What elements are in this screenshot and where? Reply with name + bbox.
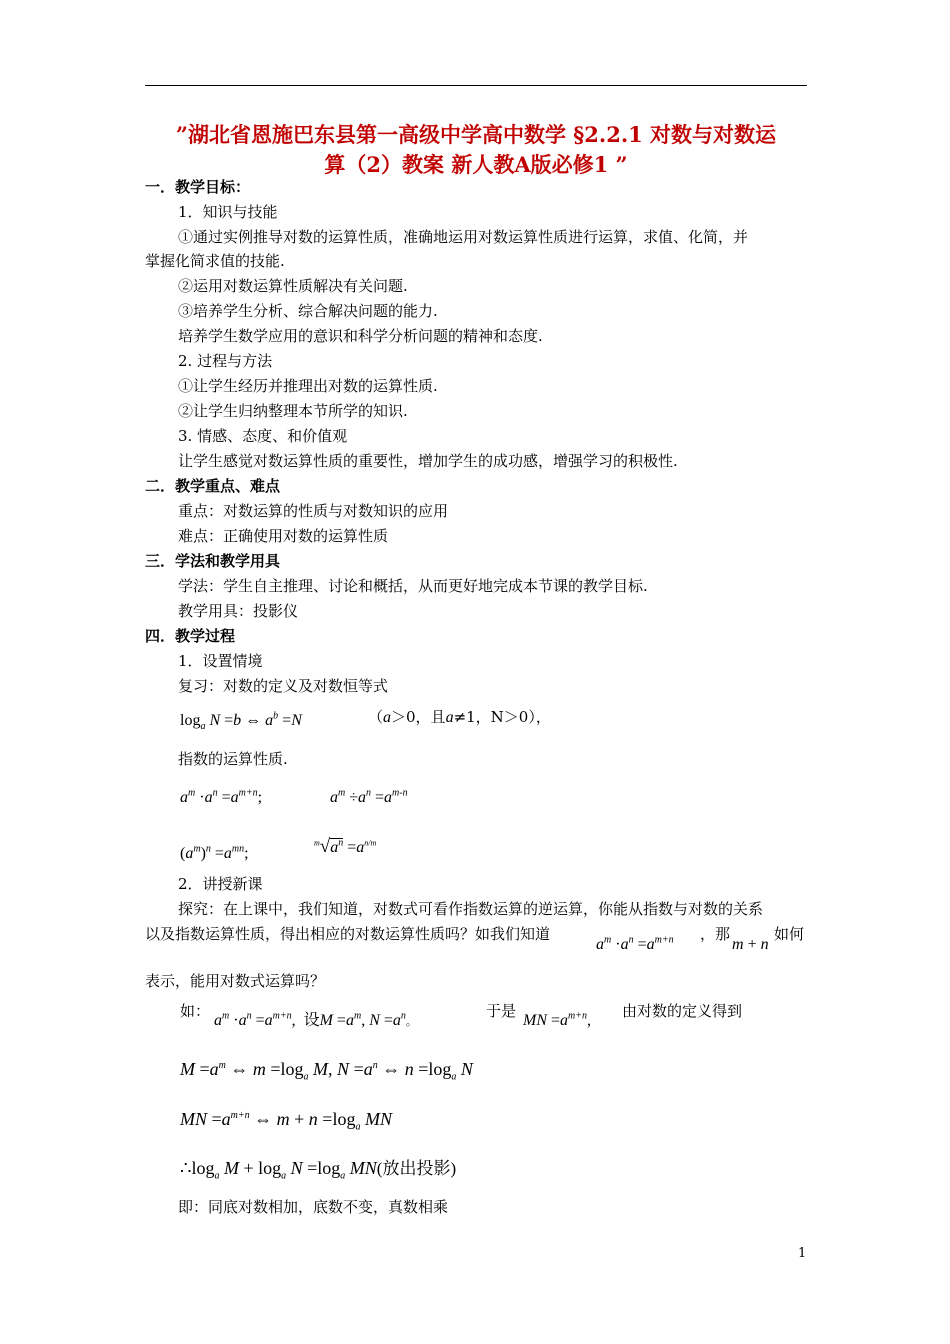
paragraph-line: ③培养学生分析、综合解决问题的能力. bbox=[178, 302, 438, 320]
formula-log-definition: $\log_a N =b$ ⇔ $a^b =N$ bbox=[180, 710, 302, 733]
paragraph-line: 复习：对数的定义及对数恒等式 bbox=[178, 677, 389, 695]
section-heading-process: 四．教学过程 bbox=[145, 627, 236, 645]
title-line-2: 算（2）教案 新人教A版必修1 ” bbox=[324, 152, 628, 177]
subheading-attitude: 3. 情感、态度、和价值观 bbox=[178, 427, 348, 445]
subheading-context: 1．设置情境 bbox=[178, 652, 263, 670]
formula-derivation-1: $M =a^m$ ⇔ $m =\log_a$ M, $N =a^n$ ⇔ $n =\log_a$ N bbox=[180, 1059, 473, 1083]
paragraph-line: 学法：学生自主推理、讨论和概括，从而更好地完成本节课的教学目标. bbox=[178, 577, 648, 595]
paragraph-line: ①通过实例推导对数的运算性质，准确地运用对数运算性质进行运算，求值、化简，并 bbox=[178, 228, 749, 246]
paragraph-line: 如： bbox=[180, 1002, 211, 1020]
paragraph-line: ②让学生归纳整理本节所学的知识. bbox=[178, 402, 408, 420]
subheading-process: 2. 过程与方法 bbox=[178, 352, 273, 370]
document-title bbox=[145, 120, 807, 180]
title-line-1: ”湖北省恩施巴东县第一高级中学高中数学 §2.2.1 对数与对数运 bbox=[175, 122, 777, 147]
formula-example: $a^m \cdot a^n =a^{m+n}$, 设$M =a^m$, $N =a^n$。 bbox=[214, 1010, 417, 1029]
paragraph-line: ，那 bbox=[700, 925, 731, 943]
paragraph-line: 探究：在上课中，我们知道，对数式可看作指数运算的逆运算，你能从指数与对数的关系 bbox=[178, 900, 764, 918]
subheading-knowledge: 1．知识与技能 bbox=[178, 203, 278, 221]
header-rule bbox=[145, 85, 807, 86]
formula-exponent-product: $a^m \cdot a^n =a^{m+n}$; bbox=[180, 787, 263, 806]
section-heading-methods: 三．学法和教学用具 bbox=[145, 552, 281, 570]
section-heading-focus: 二．教学重点、难点 bbox=[145, 477, 281, 495]
paragraph-line: 培养学生数学应用的意识和科学分析问题的精神和态度. bbox=[178, 327, 543, 345]
formula-condition: （a＞0，且a≠1，N＞0）， bbox=[368, 708, 551, 726]
paragraph-line: 让学生感觉对数运算性质的重要性，增加学生的成功感，增强学习的积极性. bbox=[178, 452, 678, 470]
paragraph-line: ②运用对数运算性质解决有关问题. bbox=[178, 277, 408, 295]
formula-inline-product: $a^m \cdot a^n =a^{m+n}$ bbox=[596, 934, 674, 953]
formula-exponent-power: $(a^m)^n =a^{mn}$; bbox=[180, 843, 249, 862]
formula-example-mn: MN $=a^{m+n}$, bbox=[523, 1010, 592, 1029]
paragraph-line: 由对数的定义得到 bbox=[622, 1002, 743, 1020]
paragraph-line: 难点：正确使用对数的运算性质 bbox=[178, 527, 389, 545]
page-number: 1 bbox=[798, 1246, 807, 1261]
paragraph-line: 指数的运算性质. bbox=[178, 750, 288, 768]
subheading-new-lesson: 2．讲授新课 bbox=[178, 875, 263, 893]
paragraph-line: 于是 bbox=[486, 1002, 517, 1020]
formula-inline-sum: m + n bbox=[732, 936, 769, 953]
formula-log-product-rule: $\therefore\log_a$ $M + \log_a N =\log_a$ MN(放出投影) bbox=[180, 1158, 457, 1182]
formula-exponent-quotient: $a^m \div a^n =a^{m-n}$ bbox=[330, 787, 408, 806]
paragraph-line: ①让学生经历并推理出对数的运算性质. bbox=[178, 377, 438, 395]
paragraph-line: 即：同底对数相加，底数不变，真数相乘 bbox=[178, 1198, 449, 1216]
paragraph-line: 重点：对数运算的性质与对数知识的应用 bbox=[178, 502, 449, 520]
section-heading-objectives: 一．教学目标： bbox=[145, 178, 251, 196]
formula-exponent-root: $^m√a^n =a^{n/m}$ bbox=[314, 836, 377, 857]
formula-derivation-2: MN $=a^{m+n}$ ⇔ $m + n =\log_a$ MN bbox=[180, 1109, 392, 1133]
paragraph-line: 以及指数运算性质，得出相应的对数运算性质吗？如我们知道 bbox=[145, 925, 551, 943]
paragraph-line: 表示，能用对数式运算吗？ bbox=[145, 972, 326, 990]
paragraph-line: 如何 bbox=[774, 925, 805, 943]
paragraph-line: 教学用具：投影仪 bbox=[178, 602, 299, 620]
paragraph-line: 掌握化简求值的技能. bbox=[145, 252, 285, 270]
